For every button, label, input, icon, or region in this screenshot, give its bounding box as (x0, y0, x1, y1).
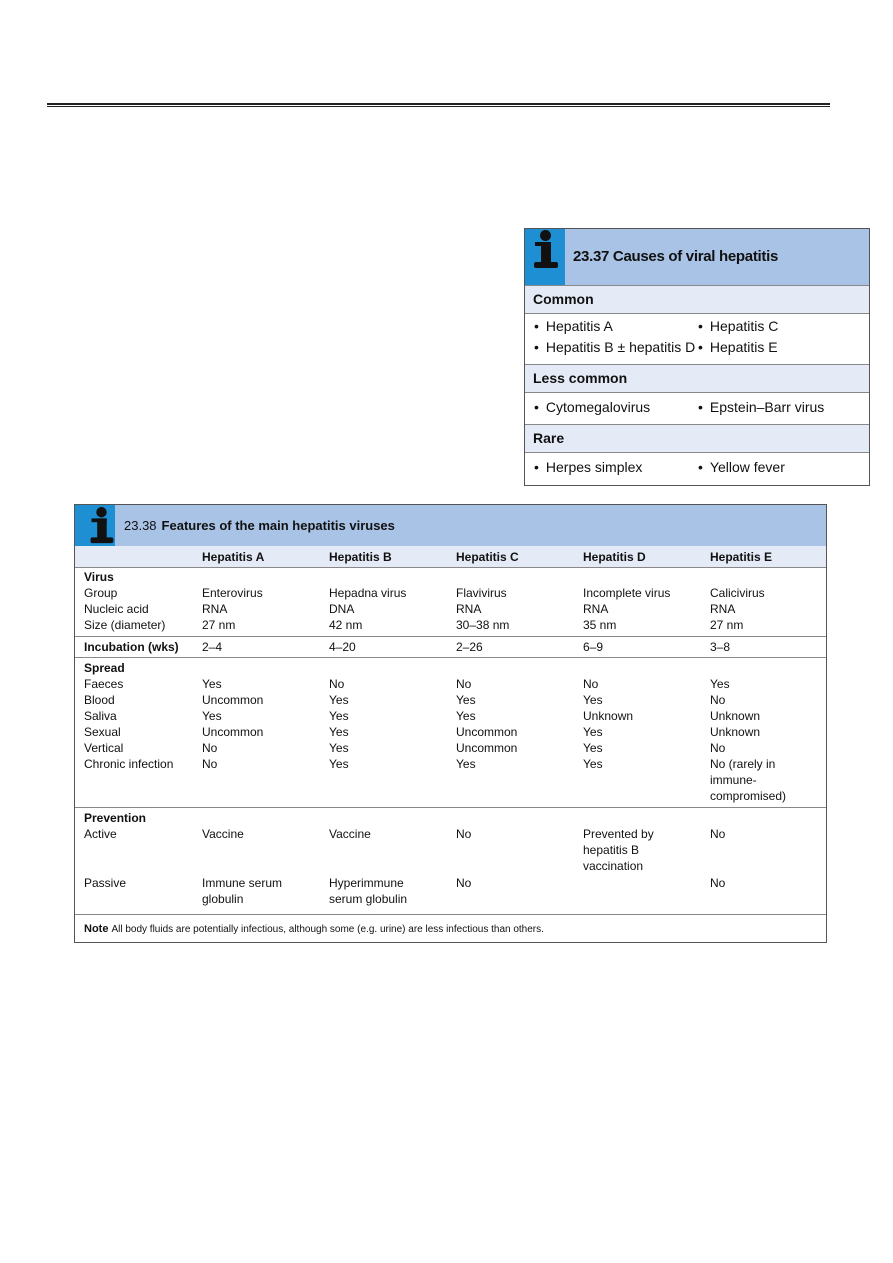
table-cell: No (329, 677, 345, 691)
table-cell: Hepadna virus (329, 586, 407, 600)
table-cell: Yes (456, 757, 476, 771)
table-cell: Yes (329, 693, 349, 707)
list-item: • Hepatitis E (698, 339, 778, 355)
table-cell: Unknown (710, 709, 761, 723)
table-cell: Yes (583, 693, 603, 707)
table-cell: Yes (329, 725, 349, 739)
list-item: • Herpes simplex (534, 459, 642, 475)
table-cell: Yes (329, 757, 349, 771)
row-label: Nucleic acid (84, 602, 149, 616)
box-tab (525, 229, 565, 285)
table-cell: DNA (329, 602, 355, 616)
table-cell: RNA (202, 602, 228, 616)
section-label-spread: Spread (84, 661, 125, 675)
table-cell: No (202, 741, 218, 755)
table-cell: Yes (456, 693, 476, 707)
table-cell: Uncommon (202, 693, 264, 707)
causes-of-viral-hepatitis-box (524, 228, 870, 486)
section-label-virus: Virus (84, 570, 114, 584)
row-label: Faeces (84, 677, 124, 691)
table-cell: Vaccine (329, 827, 371, 841)
table-cell: 42 nm (329, 618, 363, 632)
table-cell: 35 nm (583, 618, 617, 632)
table-cell: No (456, 677, 472, 691)
row-label: Chronic infection (84, 757, 174, 771)
column-header: Hepatitis C (456, 550, 519, 564)
list-item: • Hepatitis C (698, 318, 778, 334)
table-cell: Yes (583, 725, 603, 739)
table-cell: 30–38 nm (456, 618, 510, 632)
table-cell: 2–4 (202, 640, 223, 654)
table-cell: 4–20 (329, 640, 356, 654)
row-label: Saliva (84, 709, 117, 723)
info-icon (82, 506, 120, 546)
table-cell: Unknown (583, 709, 634, 723)
row-label: Active (84, 827, 117, 841)
list-item: • Cytomegalovirus (534, 399, 650, 415)
hepatitis-viruses-features-box (74, 504, 827, 943)
list-item: • Hepatitis A (534, 318, 613, 334)
list-item: • Yellow fever (698, 459, 785, 475)
row-divider (75, 807, 826, 808)
table-cell: Yes (202, 677, 222, 691)
table-cell: Uncommon (456, 741, 518, 755)
table-cell: No (710, 876, 726, 890)
table-cell: No (456, 827, 472, 841)
table-cell: No (710, 741, 726, 755)
table-cell: 3–8 (710, 640, 731, 654)
table-cell: No (583, 677, 599, 691)
table-cell: Unknown (710, 725, 761, 739)
table-note: Note All body fluids are potentially infectious, although some (e.g. urine) are less infectious than others. (84, 923, 544, 935)
table-cell: RNA (583, 602, 609, 616)
table-cell: Immune serum globulin (202, 876, 283, 906)
table-cell: Uncommon (456, 725, 518, 739)
table-cell: 27 nm (202, 618, 236, 632)
table-cell: RNA (456, 602, 482, 616)
column-header: Hepatitis B (329, 550, 392, 564)
table-cell: Flavivirus (456, 586, 507, 600)
table-cell: 2–26 (456, 640, 483, 654)
column-header: Hepatitis A (202, 550, 265, 564)
table-cell: 27 nm (710, 618, 744, 632)
row-label: Passive (84, 876, 127, 890)
table-cell: Prevented by hepatitis B vaccination (583, 827, 654, 873)
table-cell: Enterovirus (202, 586, 263, 600)
table-cell: Yes (710, 677, 730, 691)
row-label: Sexual (84, 725, 121, 739)
row-label: Group (84, 586, 118, 600)
table-cell: RNA (710, 602, 736, 616)
section-label-prevention: Prevention (84, 811, 147, 825)
column-header-row (75, 546, 826, 568)
table-cell: No (202, 757, 218, 771)
table-cell: Incomplete virus (583, 586, 671, 600)
table-cell: Yes (329, 709, 349, 723)
table-cell: Yes (329, 741, 349, 755)
table-cell: No (710, 827, 726, 841)
box-title: 23.37 Causes of viral hepatitis (573, 248, 778, 265)
list-item: • Hepatitis B ± hepatitis D (534, 339, 695, 355)
row-divider (75, 657, 826, 658)
column-header: Hepatitis D (583, 550, 646, 564)
table-cell: Calicivirus (710, 586, 765, 600)
table-cell: Yes (456, 709, 476, 723)
box-title: 23.38 Features of the main hepatitis viruses (124, 518, 395, 533)
table-cell: No (rarely in immune-compromised) (710, 757, 787, 803)
table-cell: Vaccine (202, 827, 244, 841)
table-cell: Hyperimmune serum globulin (329, 876, 408, 906)
table-cell: Yes (202, 709, 222, 723)
list-item: • Epstein–Barr virus (698, 399, 824, 415)
table-cell: Yes (583, 741, 603, 755)
column-header: Hepatitis E (710, 550, 773, 564)
table-cell: No (710, 693, 726, 707)
table-cell: No (456, 876, 472, 890)
table-cell: Yes (583, 757, 603, 771)
row-divider (75, 914, 826, 915)
row-divider (75, 636, 826, 637)
table-cell: 6–9 (583, 640, 604, 654)
info-icon (525, 229, 565, 271)
section-less-common: Less common (525, 364, 869, 393)
table-cell: Uncommon (202, 725, 264, 739)
row-label: Size (diameter) (84, 618, 166, 632)
row-label: Vertical (84, 741, 124, 755)
section-common: Common (525, 285, 869, 314)
row-label: Blood (84, 693, 115, 707)
top-double-rule (47, 103, 830, 107)
row-label-incubation: Incubation (wks) (84, 640, 179, 654)
box-tab (75, 505, 115, 546)
section-rare: Rare (525, 424, 869, 453)
